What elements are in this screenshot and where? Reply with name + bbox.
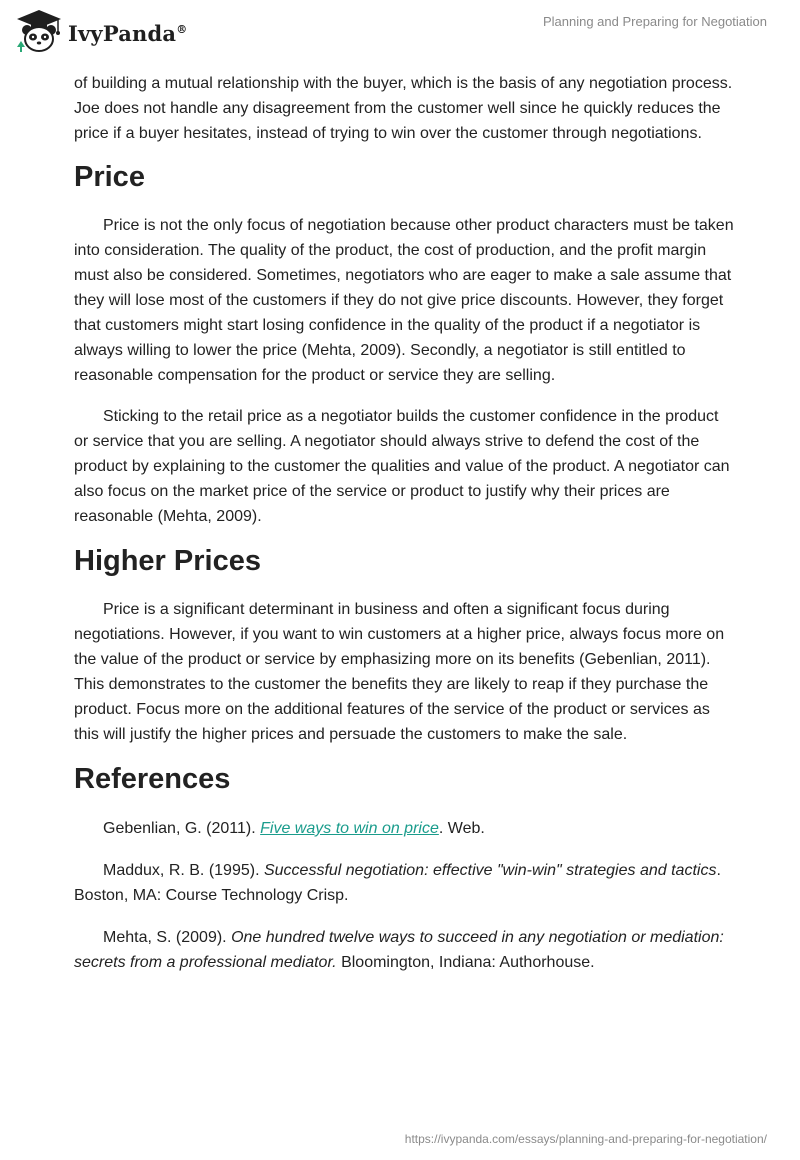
paragraph: Sticking to the retail price as a negotiator builds the customer confidence in the product or service that you are selling. A negotiator should always strive to defend the cost of the product by explaining to the customer the qualities and value of the product. A negotiator can also focus on the market price of the service or product to justify why their prices are reasonable (Mehta, 2009). xyxy=(74,408,730,525)
paragraph: Price is a significant determinant in business and often a significant focus during negotiations. However, if you want to win customers at a higher price, always focus more on the value of the product or service by emphasizing more on its benefits (Gebenlian, 2011). This demonstrates to the customer the benefits they are likely to reap if they purchase the product. Focus more on the additional features of the service of the product or services as this will justify the higher prices and persuade the customers to make the sale. xyxy=(74,601,725,743)
reference-link[interactable]: Five ways to win on price xyxy=(260,820,439,837)
paragraph: of building a mutual relationship with the buyer, which is the basis of any negotiation process. Joe does not handle any disagreement from the customer well since he quickly reduces the price if a buyer hesitates, instead of trying to win over the customer through negotiations. xyxy=(74,75,733,142)
section-heading-price: Price xyxy=(74,161,145,193)
reference-item: Mehta, S. (2009). One hundred twelve ways to succeed in any negotiation or mediation: secrets from a professional mediator. Bloomington, Indiana: Authorhouse. xyxy=(74,929,724,971)
reference-item: Gebenlian, G. (2011). Five ways to win on price. Web. xyxy=(103,820,485,837)
logo[interactable] xyxy=(14,8,187,59)
source-url[interactable]: https://ivypanda.com/essays/planning-and-preparing-for-negotiation/ xyxy=(404,1132,767,1146)
panda-graduate-icon xyxy=(14,8,64,59)
document-title: Planning and Preparing for Negotiation xyxy=(542,14,767,29)
reference-item: Maddux, R. B. (1995). Successful negotiation: effective "win-win" strategies and tactics. Boston, MA: Course Technology Crisp. xyxy=(74,862,721,904)
essay-body xyxy=(74,71,734,992)
page-header xyxy=(0,0,800,70)
paragraph: Price is not the only focus of negotiation because other product characters must be taken into consideration. The quality of the product, the cost of production, and the profit margin must also be considered. Sometimes, negotiators who are eager to make a sale assume that they will lose most of the customers if they do not give price discounts. However, they forget that customers might start losing confidence in the quality of the product if a negotiator is always willing to lower the price (Mehta, 2009). Secondly, a negotiator is still entitled to reasonable compensation for the product or service they are selling. xyxy=(74,217,734,384)
section-heading-references: References xyxy=(74,763,231,795)
section-heading-higher-prices: Higher Prices xyxy=(74,545,261,577)
logo-text: IvyPanda® xyxy=(68,21,188,46)
